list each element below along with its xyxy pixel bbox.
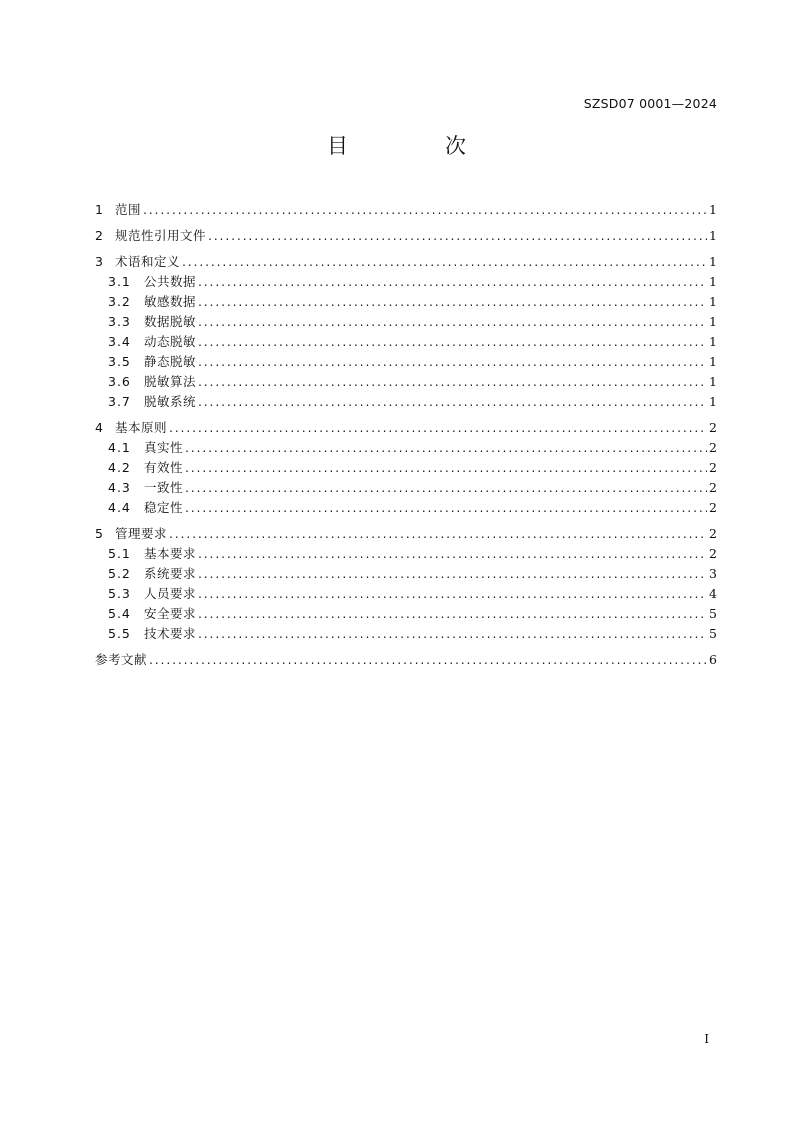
toc-entry-page: 1 xyxy=(709,274,717,289)
toc-dot-leader xyxy=(143,200,707,220)
toc-entry[interactable] xyxy=(95,564,717,584)
document-code: SZSD07 0001—2024 xyxy=(583,96,717,111)
toc-entry-number: 4.3 xyxy=(108,480,131,495)
toc-dot-leader xyxy=(198,292,707,312)
toc-entry-label: 系统要求 xyxy=(144,566,197,581)
toc-entry-page: 1 xyxy=(709,394,717,409)
toc-entry-label: 范围 xyxy=(115,202,142,217)
toc-entry-number: 5.1 xyxy=(108,546,131,561)
toc-entry[interactable] xyxy=(95,272,717,292)
toc-entry-page: 4 xyxy=(709,586,717,601)
toc-dot-leader xyxy=(198,584,707,604)
toc-entry[interactable] xyxy=(95,252,717,272)
toc-entry-number: 5.2 xyxy=(108,566,131,581)
toc-dot-leader xyxy=(198,544,707,564)
toc-entry-number: 5 xyxy=(95,526,104,541)
toc-dot-leader xyxy=(198,372,707,392)
toc-entry-page: 2 xyxy=(709,500,717,515)
toc-dot-leader xyxy=(198,272,707,292)
toc-entry[interactable] xyxy=(95,438,717,458)
toc-entry[interactable] xyxy=(95,352,717,372)
toc-entry[interactable] xyxy=(95,332,717,352)
toc-entry-label: 规范性引用文件 xyxy=(115,228,207,243)
toc-entry-label: 脱敏系统 xyxy=(144,394,197,409)
toc-entry[interactable] xyxy=(95,584,717,604)
toc-entry-label: 人员要求 xyxy=(144,586,197,601)
table-of-contents xyxy=(95,200,717,670)
toc-dot-leader xyxy=(185,458,707,478)
toc-entry-number: 3.1 xyxy=(108,274,131,289)
toc-dot-leader xyxy=(185,438,707,458)
toc-entry-label: 动态脱敏 xyxy=(144,334,197,349)
toc-dot-leader xyxy=(198,604,707,624)
toc-entry-page: 6 xyxy=(709,652,717,667)
toc-entry-number: 1 xyxy=(95,202,104,217)
toc-entry-page: 1 xyxy=(709,254,717,269)
toc-entry-label: 公共数据 xyxy=(144,274,197,289)
toc-entry-number: 3.2 xyxy=(108,294,131,309)
toc-entry[interactable] xyxy=(95,312,717,332)
toc-entry-page: 2 xyxy=(709,420,717,435)
toc-title: 目 次 xyxy=(327,134,504,158)
toc-dot-leader xyxy=(198,392,707,412)
toc-entry[interactable] xyxy=(95,478,717,498)
toc-entry[interactable] xyxy=(95,544,717,564)
toc-entry-number: 4.4 xyxy=(108,500,131,515)
toc-entry-label: 数据脱敏 xyxy=(144,314,197,329)
toc-entry-number: 4 xyxy=(95,420,104,435)
toc-entry-number: 4.2 xyxy=(108,460,131,475)
toc-entry-number: 3.6 xyxy=(108,374,131,389)
toc-entry-page: 2 xyxy=(709,526,717,541)
toc-entry-number: 3 xyxy=(95,254,104,269)
toc-entry-number: 5.3 xyxy=(108,586,131,601)
toc-dot-leader xyxy=(198,624,707,644)
toc-entry-number: 3.7 xyxy=(108,394,131,409)
toc-entry[interactable] xyxy=(95,226,717,246)
toc-dot-leader xyxy=(198,352,707,372)
toc-entry[interactable] xyxy=(95,292,717,312)
toc-entry-number: 4.1 xyxy=(108,440,131,455)
toc-dot-leader xyxy=(182,252,707,272)
toc-entry-label: 一致性 xyxy=(144,480,184,495)
toc-entry-label: 有效性 xyxy=(144,460,184,475)
toc-entry[interactable] xyxy=(95,372,717,392)
toc-entry-page: 1 xyxy=(709,374,717,389)
toc-entry-label: 基本要求 xyxy=(144,546,197,561)
toc-entry-number: 3.4 xyxy=(108,334,131,349)
toc-entry-label: 安全要求 xyxy=(144,606,197,621)
toc-dot-leader xyxy=(185,478,707,498)
toc-dot-leader xyxy=(169,524,707,544)
toc-dot-leader xyxy=(149,650,707,670)
toc-entry-label: 技术要求 xyxy=(144,626,197,641)
toc-entry[interactable] xyxy=(95,650,717,670)
toc-dot-leader xyxy=(185,498,707,518)
toc-entry-page: 1 xyxy=(709,314,717,329)
toc-dot-leader xyxy=(198,312,707,332)
toc-entry-page: 5 xyxy=(709,626,717,641)
toc-entry-label: 敏感数据 xyxy=(144,294,197,309)
toc-dot-leader xyxy=(208,226,707,246)
toc-entry-page: 3 xyxy=(709,566,717,581)
toc-entry-label: 基本原则 xyxy=(115,420,168,435)
toc-entry-page: 5 xyxy=(709,606,717,621)
toc-entry-label: 脱敏算法 xyxy=(144,374,197,389)
toc-entry-label: 真实性 xyxy=(144,440,184,455)
toc-entry-number: 2 xyxy=(95,228,104,243)
toc-entry-label: 稳定性 xyxy=(144,500,184,515)
toc-entry-label: 术语和定义 xyxy=(115,254,181,269)
toc-entry-page: 1 xyxy=(709,334,717,349)
toc-entry[interactable] xyxy=(95,458,717,478)
toc-entry[interactable] xyxy=(95,498,717,518)
toc-entry[interactable] xyxy=(95,604,717,624)
toc-entry-page: 1 xyxy=(709,294,717,309)
toc-entry[interactable] xyxy=(95,200,717,220)
toc-entry-page: 1 xyxy=(709,228,717,243)
toc-entry[interactable] xyxy=(95,418,717,438)
page-number: I xyxy=(704,1032,709,1046)
toc-dot-leader xyxy=(198,564,707,584)
toc-entry-page: 2 xyxy=(709,546,717,561)
toc-entry-label: 管理要求 xyxy=(115,526,168,541)
toc-entry-number: 3.5 xyxy=(108,354,131,369)
toc-entry-page: 1 xyxy=(709,202,717,217)
toc-entry[interactable] xyxy=(95,524,717,544)
toc-entry-number: 5.4 xyxy=(108,606,131,621)
toc-entry-page: 1 xyxy=(709,354,717,369)
toc-entry[interactable] xyxy=(95,392,717,412)
toc-entry-label: 静态脱敏 xyxy=(144,354,197,369)
toc-entry-number: 3.3 xyxy=(108,314,131,329)
toc-entry-page: 2 xyxy=(709,460,717,475)
toc-dot-leader xyxy=(198,332,707,352)
toc-entry-page: 2 xyxy=(709,440,717,455)
toc-entry-page: 2 xyxy=(709,480,717,495)
toc-dot-leader xyxy=(169,418,707,438)
toc-entry-number: 5.5 xyxy=(108,626,131,641)
toc-entry[interactable] xyxy=(95,624,717,644)
toc-entry-label: 参考文献 xyxy=(95,652,148,667)
